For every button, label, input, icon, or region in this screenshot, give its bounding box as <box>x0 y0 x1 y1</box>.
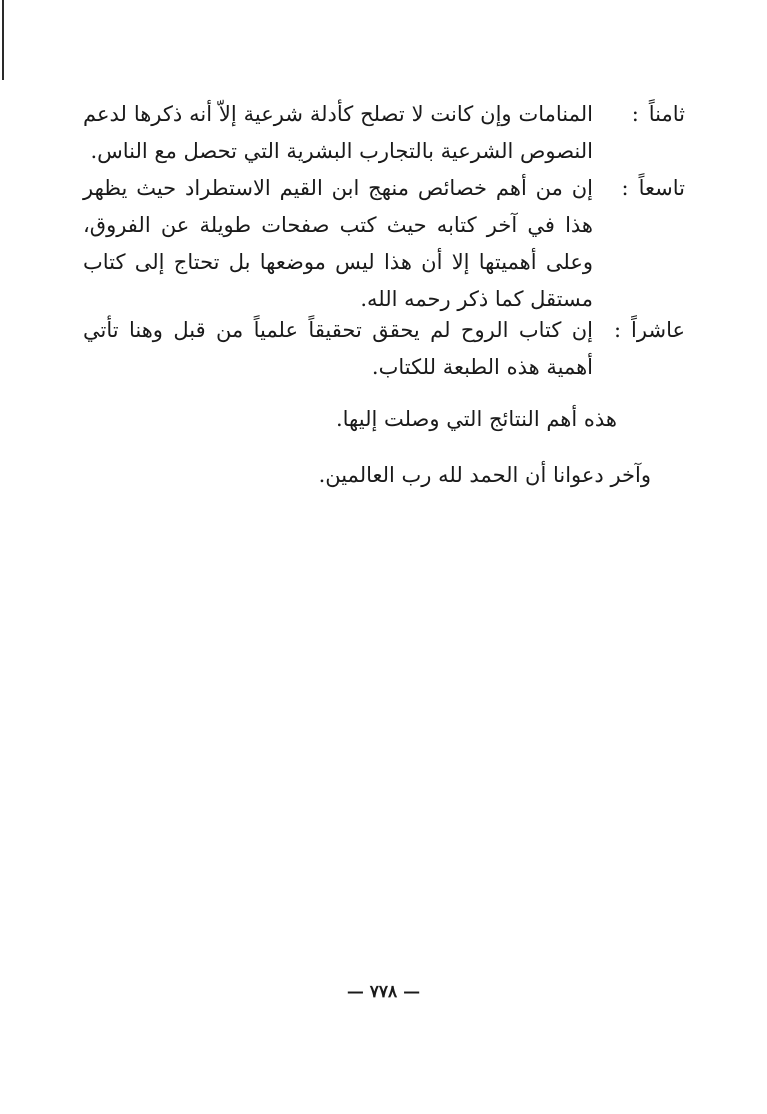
list-item-tenth <box>83 312 685 392</box>
item-text: إن كتاب الروح لم يحقق تحقيقاً علمياً من قبل وهنا تأتي أهمية هذه الطبعة للكتاب. <box>83 318 593 379</box>
list-item-eighth <box>83 96 685 176</box>
closing-paragraph: وآخر دعوانا أن الحمد لله رب العالمين. <box>318 463 651 487</box>
list-item-ninth <box>83 170 685 320</box>
results-paragraph: هذه أهم النتائج التي وصلت إليها. <box>335 407 617 431</box>
item-label-colon: : <box>621 176 629 200</box>
item-label-text: ثامناً <box>648 102 685 126</box>
item-label-colon: : <box>631 102 639 126</box>
item-label <box>603 170 685 207</box>
item-text: المنامات وإن كانت لا تصلح كأدلة شرعية إلاّ أنه ذكرها لدعم النصوص الشرعية بالتجارب البشرية التي تحصل مع الناس. <box>83 102 593 163</box>
page-number: — ٧٧٨ — <box>346 982 421 1002</box>
item-label <box>603 312 685 349</box>
item-label-text: تاسعاً <box>638 176 685 200</box>
item-text: إن من أهم خصائص منهج ابن القيم الاستطراد حيث يظهر هذا في آخر كتابه حيث كتب صفحات طويلة عن الفروق، وعلى أهميتها إلا أن هذا ليس موضعها بل تحتاج إلى كتاب مستقل كما ذكر رحمه الله. <box>83 176 593 311</box>
item-label <box>603 96 685 133</box>
item-label-colon: : <box>613 318 622 342</box>
item-label-text: عاشراً <box>631 318 685 342</box>
